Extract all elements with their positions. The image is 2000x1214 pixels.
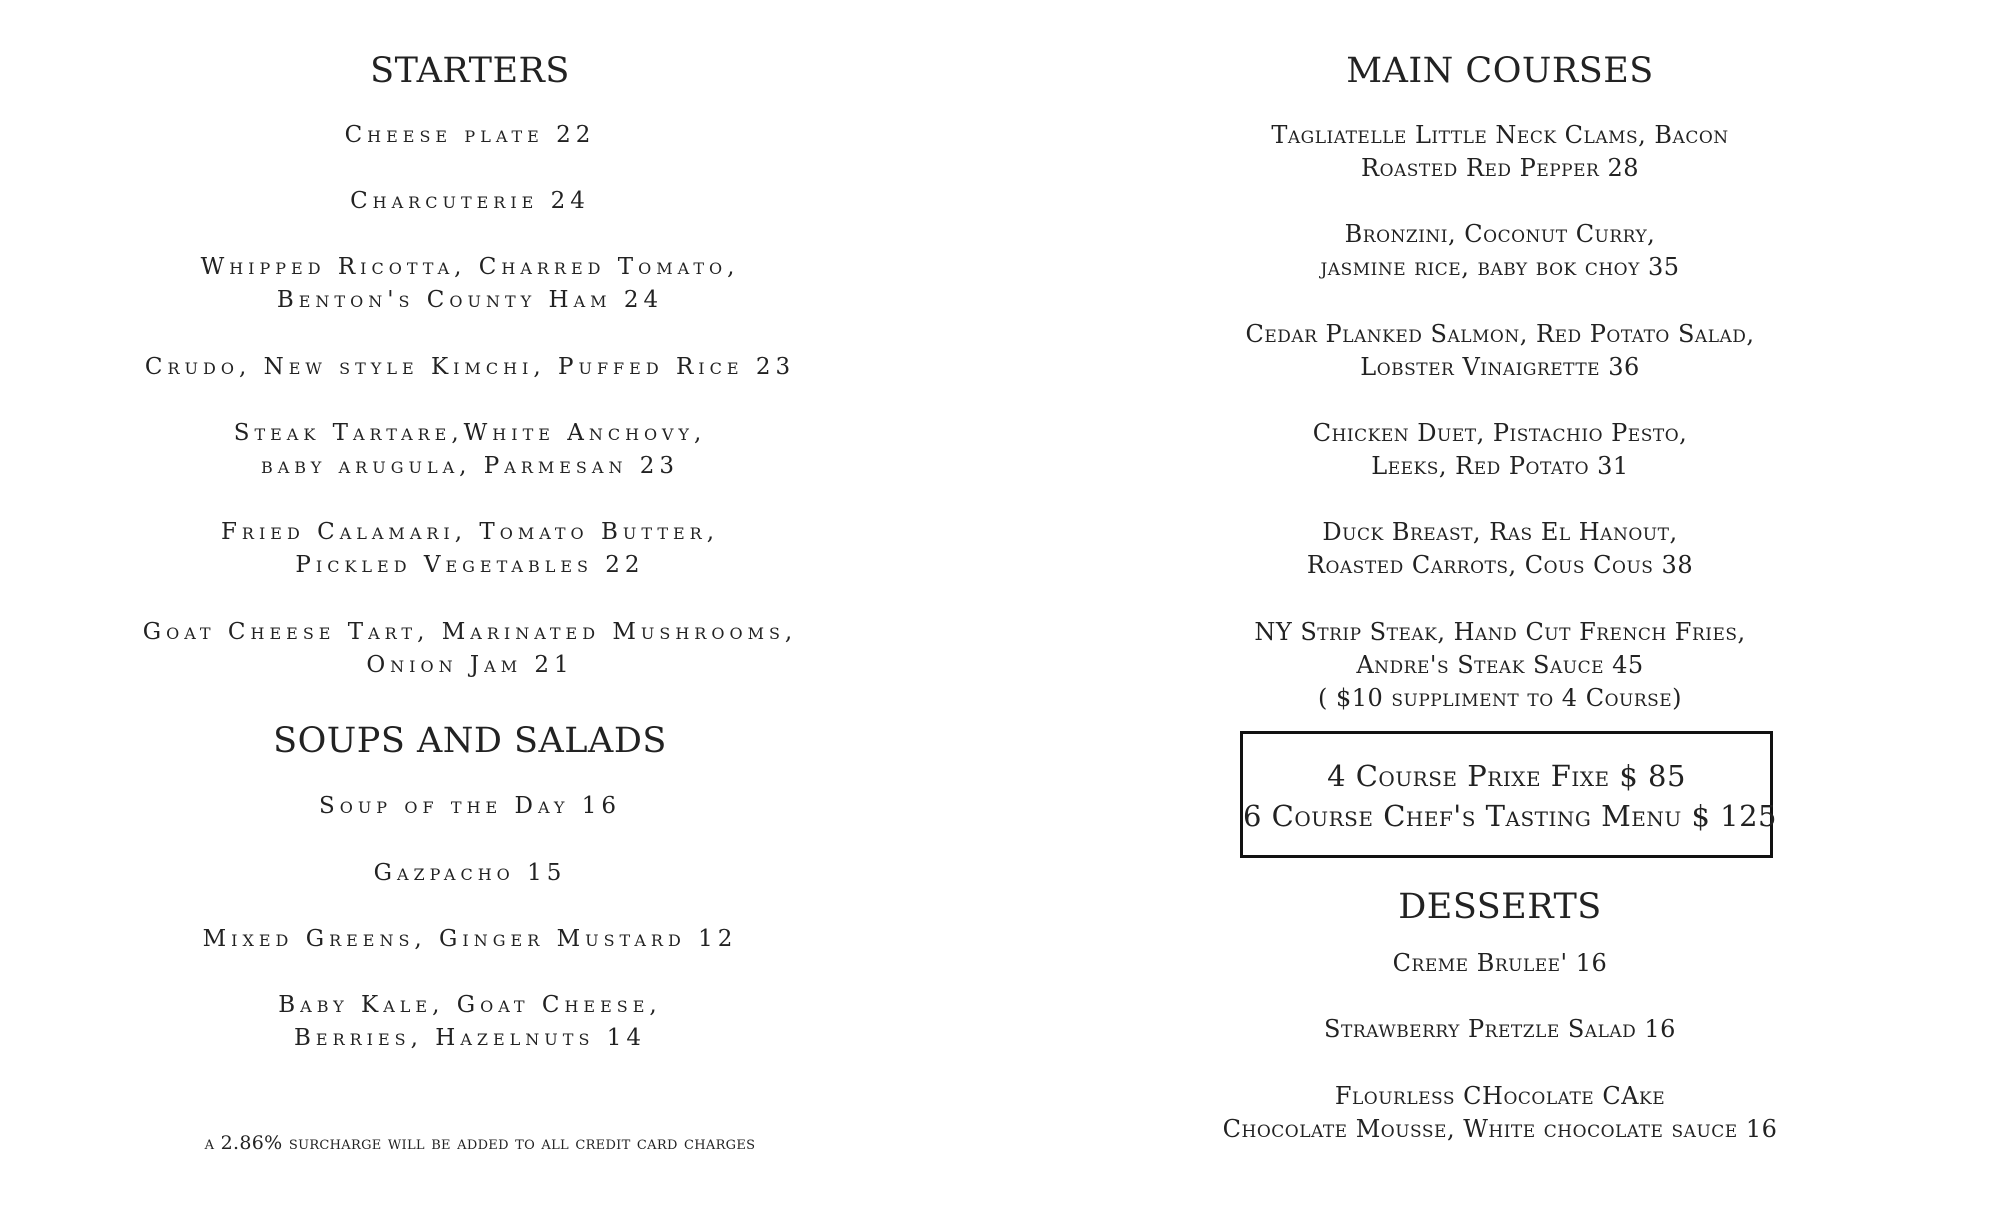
menu-item-soup-of-the-day: Soup of the Day 16: [318, 793, 622, 819]
soups-salads-heading: SOUPS AND SALADS: [273, 721, 667, 761]
menu-item-fried-calamari: Fried Calamari, Tomato Butter, Pickled Vegetables 22: [220, 519, 720, 578]
main-courses-heading: MAIN COURSES: [1346, 51, 1654, 91]
prix-fixe-box: [1240, 731, 1777, 858]
menu-item-whipped-ricotta: Whipped Ricotta, Charred Tomato, Benton's County Ham 24: [200, 254, 740, 313]
menu-item-creme-brulee: Creme Brulee' 16: [1392, 949, 1608, 977]
prix-fixe-4-course: 4 Course Prixe Fixe $ 85: [1327, 759, 1686, 793]
menu-item-flourless-chocolate-cake: Flourless CHocolate CAke Chocolate Mousse, White chocolate sauce 16: [1222, 1082, 1778, 1143]
menu-item-charcuterie: Charcuterie 24: [350, 188, 590, 214]
menu-item-gazpacho: Gazpacho 15: [373, 860, 567, 886]
credit-card-surcharge-note: a 2.86% surcharge will be added to all credit card charges: [204, 1132, 756, 1154]
menu-item-cedar-planked-salmon: Cedar Planked Salmon, Red Potato Salad, Lobster Vinaigrette 36: [1245, 320, 1755, 381]
menu-item-mixed-greens: Mixed Greens, Ginger Mustard 12: [202, 926, 738, 952]
menu-item-cheese-plate: Cheese plate 22: [344, 122, 596, 148]
menu-item-bronzini: Bronzini, Coconut Curry, jasmine rice, baby bok choy 35: [1320, 220, 1680, 281]
menu-item-goat-cheese-tart: Goat Cheese Tart, Marinated Mushrooms, Onion Jam 21: [142, 619, 798, 678]
menu-item-steak-tartare: Steak Tartare,White Anchovy, baby arugula, Parmesan 23: [233, 420, 707, 479]
menu-item-baby-kale: Baby Kale, Goat Cheese, Berries, Hazelnuts 14: [278, 992, 662, 1051]
menu-item-tagliatelle: Tagliatelle Little Neck Clams, Bacon Roasted Red Pepper 28: [1271, 121, 1729, 182]
menu-item-duck-breast: Duck Breast, Ras El Hanout, Roasted Carrots, Cous Cous 38: [1306, 518, 1694, 579]
menu-item-strawberry-pretzle-salad: Strawberry Pretzle Salad 16: [1324, 1015, 1676, 1043]
starters-heading: STARTERS: [370, 51, 570, 91]
menu-item-chicken-duet: Chicken Duet, Pistachio Pesto, Leeks, Red Potato 31: [1312, 419, 1688, 480]
prix-fixe-6-course-tasting: 6 Course Chef's Tasting Menu $ 125: [1243, 799, 1777, 833]
desserts-heading: DESSERTS: [1398, 887, 1602, 927]
menu-item-crudo: Crudo, New style Kimchi, Puffed Rice 23: [144, 354, 796, 380]
menu-item-ny-strip-steak: NY Strip Steak, Hand Cut French Fries, Andre's Steak Sauce 45 ( $10 suppliment to 4 Course): [1254, 618, 1746, 712]
